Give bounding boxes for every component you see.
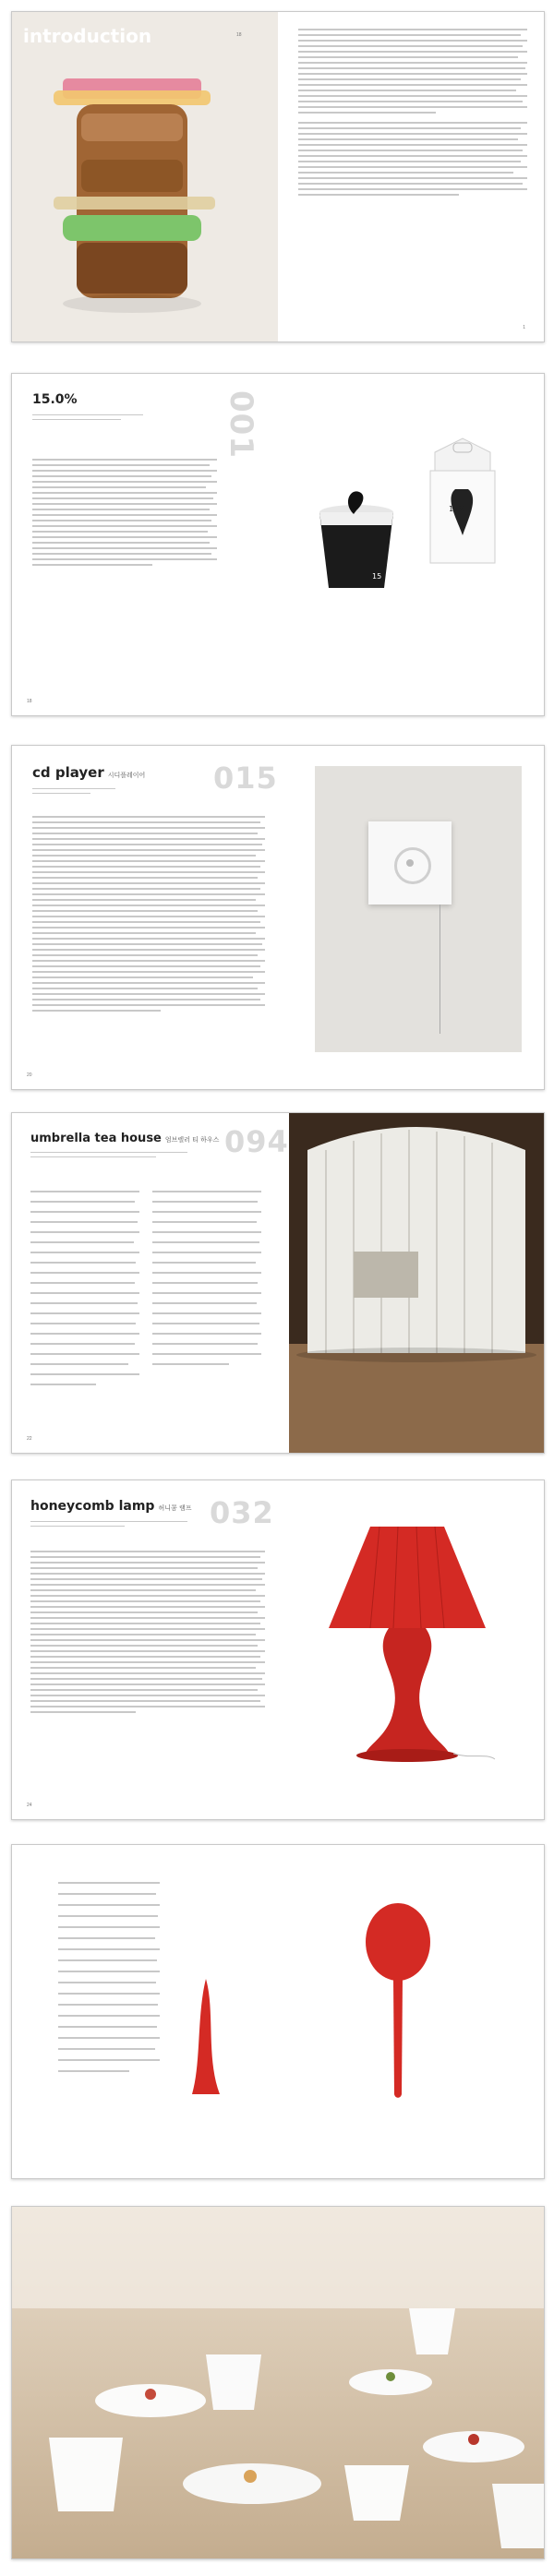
big-number-032: 032 [210, 1495, 274, 1530]
big-number-015: 015 [213, 761, 278, 796]
page-number-20: 20 [27, 1072, 32, 1078]
body-text-umbrella-col2 [152, 1191, 261, 1373]
stacked-box-image [49, 58, 234, 326]
title-kr-honeycomb: 허니콤 램프 [158, 1504, 192, 1512]
page-title-umbrella: umbrella tea house 엄브렐러 티 하우스 [30, 1132, 220, 1145]
page-title-honeycomb: honeycomb lamp 허니콤 램프 [30, 1499, 192, 1514]
right-page-umbrella [289, 1113, 544, 1453]
body-text-15 [32, 459, 217, 569]
big-number-001: 001 [223, 390, 259, 459]
gift-box-image [416, 434, 509, 572]
cd-player-photo [315, 766, 522, 1052]
tableware-photo [12, 2207, 544, 2558]
page-number-18: 18 [27, 699, 32, 704]
spread-tableware-photo [11, 2206, 545, 2559]
left-page-15 [12, 374, 278, 715]
cd-player-device [368, 821, 452, 905]
body-text-honeycomb [30, 1551, 265, 1717]
left-page-spoon [12, 1845, 278, 2178]
svg-text:15%: 15% [449, 505, 465, 513]
meta-honeycomb [30, 1521, 187, 1530]
intro-left-page [12, 12, 278, 341]
body-text-spoon [58, 1882, 160, 2081]
left-page-honeycomb [12, 1480, 278, 1819]
right-page-honeycomb [278, 1480, 544, 1819]
spread-red-spoon [11, 1844, 545, 2179]
body-text-cd [32, 816, 265, 1015]
red-spoon-top-image [361, 1900, 435, 2103]
tea-house-photo [289, 1113, 544, 1453]
page-number-24: 24 [27, 1803, 32, 1808]
honeycomb-lamp-image [315, 1517, 500, 1776]
right-page-15 [278, 374, 544, 715]
body-text-umbrella-col1 [30, 1191, 139, 1394]
intro-header-page: 18 [236, 32, 242, 38]
meta-umbrella [30, 1152, 187, 1161]
title-kr-umbrella: 엄브렐러 티 하우스 [164, 1136, 220, 1144]
intro-right-page [278, 12, 544, 341]
spread-umbrella-tea-house [11, 1112, 545, 1454]
spread-cd-player [11, 745, 545, 1090]
page-title-15: 15.0% [32, 392, 78, 407]
red-spoon-side-image [178, 1974, 224, 2103]
meta-15 [32, 414, 143, 424]
intro-body-text [298, 29, 527, 199]
title-kr-cd: 시디플레이어 [107, 772, 146, 779]
intro-title: introduction [23, 25, 152, 47]
big-number-094: 094 [224, 1124, 289, 1159]
right-page-cd [278, 746, 544, 1089]
spread-15-percent [11, 373, 545, 716]
spread-honeycomb-lamp [11, 1480, 545, 1820]
spread-introduction [11, 11, 545, 342]
left-page-umbrella [12, 1113, 289, 1453]
svg-text:15: 15 [372, 572, 382, 581]
right-page-spoon [278, 1845, 544, 2178]
page-title-cd: cd player 시디플레이어 [32, 764, 146, 781]
left-page-cd [12, 746, 278, 1089]
ice-cream-cup-image [306, 485, 407, 595]
page-number-22: 22 [27, 1436, 32, 1442]
meta-cd [32, 788, 115, 797]
intro-right-page-number: 1 [523, 325, 525, 330]
